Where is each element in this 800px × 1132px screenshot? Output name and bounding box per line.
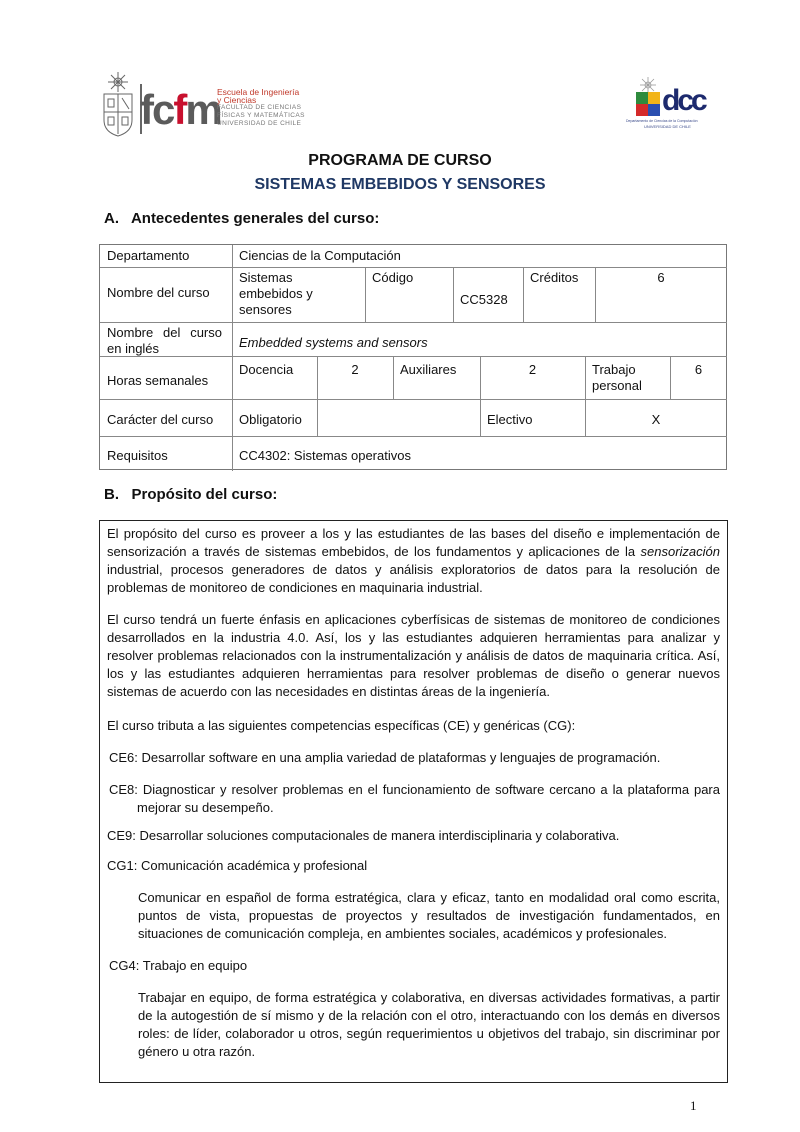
obligatorio-value [317,409,480,415]
auxiliares-value: 2 [528,362,537,377]
dcc-university-text: UNIVERSIDAD DE CHILE [644,124,691,129]
nombre-curso-value: Sistemas embebidos y sensores [239,270,313,317]
competencia-cg4 [109,957,720,975]
purpose-paragraph-2: El curso tendrá un fuerte énfasis en aplicaciones cyberfísicas de sistemas de monitoreo de condiciones desarrollados en la industria 4.0. Así, los y las estudiantes adquieren herramientas para analizar y resolver problemas relacionados con la instrumentalización y análisis de datos de maquinaria crítica. Así, los y las estudiantes adquieren herramientas para resolver problemas de diseño o generar nuevos sistemas de acuerdo con las necesidades en distintas áreas de la ingeniería. [107,612,720,699]
document-title: PROGRAMA DE CURSO [308,152,492,169]
course-info-table [99,244,727,470]
section-a-heading: A. Antecedentes generales del curso: [104,210,380,227]
purpose-p1-text-b: industrial, procesos generadores de datos y análisis exploratorios de datos para la resolución de problemas de monitoreo de condiciones en maquinaria industrial. [107,562,720,595]
competencia-code: CE8: [109,782,138,797]
competencia-ce9 [107,827,720,845]
university-crest-icon [100,72,136,138]
creditos-label: Créditos [530,270,579,285]
dcc-department-text: Departamento de Ciencias de la Computación [626,119,698,123]
requisitos-label: Requisitos [107,448,168,463]
sun-emblem-icon [636,76,660,92]
horas-label: Horas semanales [107,373,209,388]
school-name-line2: y Ciencias [217,95,257,105]
electivo-label: Electivo [487,412,533,427]
section-b-heading: B. Propósito del curso: [104,486,278,503]
faculty-line3: UNIVERSIDAD DE CHILE [217,120,302,127]
fcfm-logo [100,72,315,142]
purpose-p1-text-a: El propósito del curso es proveer a los y las estudiantes de las bases del diseño e implementación de sensorización a través de sistemas embebidos, de los fundamentos y aplicaciones de la [107,526,720,559]
nombre-ingles-value: Embedded systems and sensors [239,335,428,350]
competencia-ce6 [109,749,722,767]
page-number: 1 [690,1098,697,1113]
competencia-cg1 [107,857,720,875]
competencia-text: Comunicación académica y profesional [140,858,368,873]
competencia-ce8 [109,781,720,817]
docencia-value: 2 [351,362,359,377]
purpose-paragraph-1 [107,525,720,597]
dcc-logo [626,76,716,132]
requisitos-value: CC4302: Sistemas operativos [239,448,411,463]
competencia-text: Diagnosticar y resolver problemas en el funcionamiento de software cercano a la plataforma para mejorar su desempeño. [137,782,720,815]
codigo-label: Código [372,270,414,285]
departamento-value: Ciencias de la Computación [239,248,401,263]
electivo-value: X [651,412,661,427]
competencia-text: Desarrollar soluciones computacionales de manera interdisciplinaria y colaborativa. [139,828,620,843]
faculty-line2: FÍSICAS Y MATEMÁTICAS [217,112,305,119]
course-title: SISTEMAS EMBEBIDOS Y SENSORES [254,176,546,193]
fcfm-wordmark: fcfm [140,86,221,133]
faculty-line1: FACULTAD DE CIENCIAS [217,104,302,111]
docencia-label: Docencia [239,362,294,377]
trabajo-personal-value: 6 [694,362,703,377]
school-name-line1: Escuela de Ingeniería [217,87,300,97]
purpose-box [99,520,728,1083]
nombre-ingles-label: Nombre del curso en inglés [107,325,222,356]
competencia-text: Desarrollar software en una amplia variedad de plataformas y lenguajes de programación. [141,750,661,765]
competencia-code: CG4: [109,958,140,973]
competencia-code: CE6: [109,750,138,765]
dcc-shield-icon [636,92,660,116]
codigo-value: CC5328 [460,292,508,307]
competencia-cg4-detail: Trabajar en equipo, de forma estratégica y colaborativa, en diversas actividades formativas, a partir de la autogestión de sí mismo y de la relación con el otro, interactuando con los demás en diversos roles: de líder, colaborador u otros, según requerimientos u objetivos del trabajo, sin discriminar por género u otra razón. [138,990,720,1059]
creditos-value: 6 [657,270,665,285]
caracter-label: Carácter del curso [107,412,214,427]
departamento-label: Departamento [107,248,190,263]
competencias-intro: El curso tributa a las siguientes competencias específicas (CE) y genéricas (CG): [107,718,576,733]
competencia-code: CG1: [107,858,138,873]
competencia-text: Trabajo en equipo [142,958,248,973]
obligatorio-label: Obligatorio [239,412,302,427]
trabajo-personal-label: Trabajo personal [592,362,642,393]
nombre-curso-label: Nombre del curso [107,285,210,300]
competencia-cg1-detail: Comunicar en español de forma estratégica, clara y eficaz, tanto en modalidad oral como escrita, puntos de vista, propuestas de proyectos y resultados de investigación fundamentados, en situaciones de comunicación compleja, en ambientes sociales, académicos y profesionales. [138,890,720,941]
purpose-p1-emphasis: sensorización [640,544,720,559]
fcfm-school-text [217,88,305,128]
auxiliares-label: Auxiliares [400,362,457,377]
competencia-code: CE9: [107,828,136,843]
dcc-wordmark: dcc [662,84,705,117]
